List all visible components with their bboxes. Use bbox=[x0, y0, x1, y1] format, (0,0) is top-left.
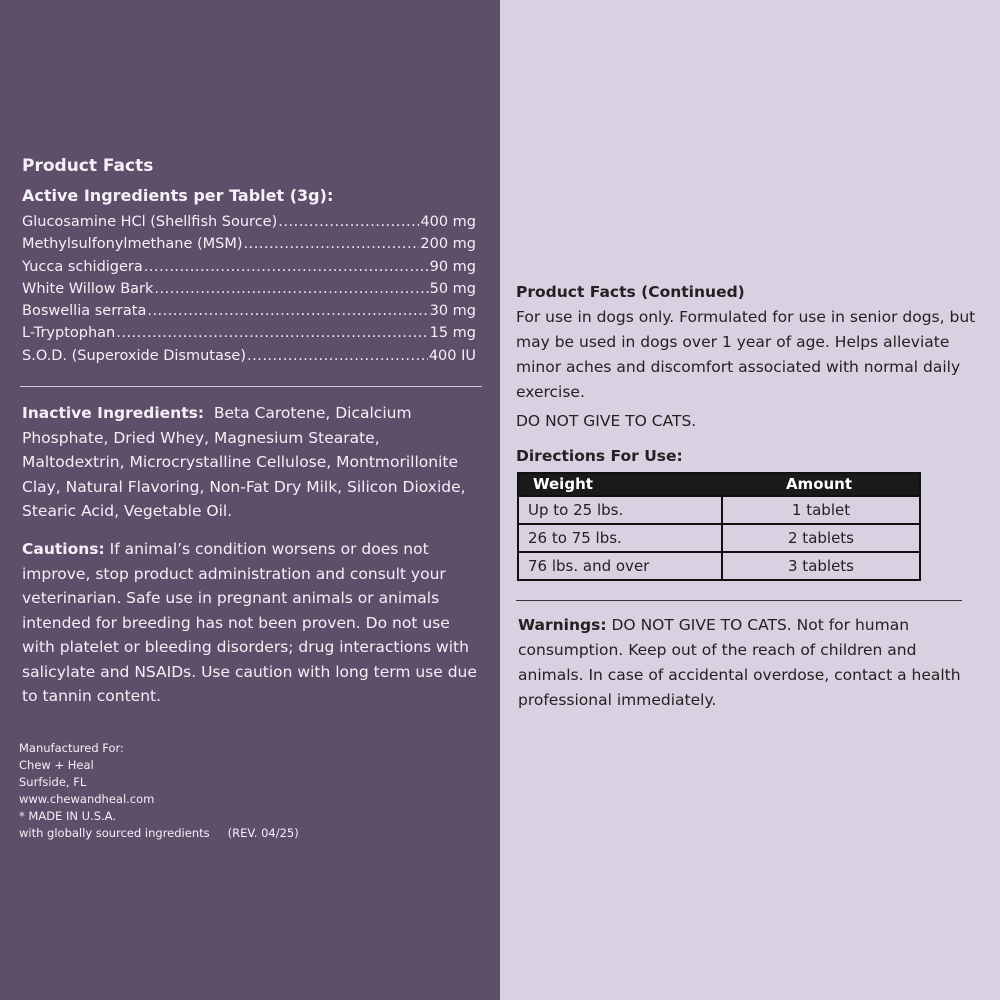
ingredient-name: Boswellia serrata bbox=[22, 303, 147, 320]
weight-cell: 76 lbs. and over bbox=[519, 553, 723, 579]
table-row bbox=[519, 495, 919, 523]
ingredient-row bbox=[22, 214, 476, 236]
dosage-table bbox=[517, 472, 921, 581]
dot-leader bbox=[144, 259, 429, 275]
ingredient-row bbox=[22, 303, 476, 325]
ingredient-amount: 90 mg bbox=[429, 258, 476, 275]
dot-leader bbox=[247, 348, 428, 364]
cautions-text: If animal’s condition worsens or does not improve, stop product administration and consult your veterinarian. Safe use in pregnant animals or animals intended for breeding has not been proven. Do not use with platelet or bleeding disorders; drug interactions with salicylate and NSAIDs. Use caution with long term use due to tannin content. bbox=[22, 540, 477, 705]
warnings-label: Warnings: bbox=[518, 616, 607, 634]
dot-leader bbox=[154, 281, 428, 297]
manufacturer-line bbox=[19, 825, 299, 842]
dot-leader bbox=[244, 236, 420, 252]
revision-label: (REV. 04/25) bbox=[227, 826, 299, 840]
ingredient-name: Yucca schidigera bbox=[22, 258, 143, 275]
manufacturer-line: Surfside, FL bbox=[19, 775, 87, 789]
manufacturer-info bbox=[19, 740, 299, 842]
manufacturer-line: Manufactured For: bbox=[19, 741, 124, 755]
table-row bbox=[519, 523, 919, 551]
dot-leader bbox=[278, 214, 419, 230]
amount-cell: 2 tablets bbox=[788, 529, 854, 547]
ingredient-name: White Willow Bark bbox=[22, 280, 154, 297]
cautions-label: Cautions: bbox=[22, 540, 105, 558]
weight-cell: 26 to 75 lbs. bbox=[519, 525, 723, 551]
sourcing-text: with globally sourced ingredients bbox=[19, 826, 210, 840]
dot-leader bbox=[116, 325, 428, 341]
ingredient-row bbox=[22, 348, 476, 370]
ingredient-amount: 50 mg bbox=[429, 280, 476, 297]
table-row bbox=[519, 551, 919, 579]
right-panel bbox=[500, 0, 1000, 1000]
product-facts-continued-title: Product Facts (Continued) bbox=[516, 283, 745, 301]
table-header bbox=[519, 474, 919, 495]
ingredient-amount: 15 mg bbox=[429, 325, 476, 342]
weight-cell: Up to 25 lbs. bbox=[519, 497, 723, 523]
ingredient-row bbox=[22, 259, 476, 281]
manufacturer-line: Chew + Heal bbox=[19, 758, 94, 772]
ingredient-row bbox=[22, 325, 476, 347]
directions-heading: Directions For Use: bbox=[516, 447, 683, 465]
column-header-weight: Weight bbox=[533, 475, 593, 493]
inactive-ingredients-label: Inactive Ingredients: bbox=[22, 404, 205, 422]
amount-cell: 1 tablet bbox=[791, 501, 851, 519]
ingredient-amount: 200 mg bbox=[420, 236, 476, 253]
cat-warning: DO NOT GIVE TO CATS. bbox=[516, 412, 697, 430]
ingredient-row bbox=[22, 236, 476, 258]
active-ingredients-heading: Active Ingredients per Tablet (3g): bbox=[22, 186, 334, 205]
usage-description: For use in dogs only. Formulated for use in senior dogs, but may be used in dogs over 1 year of age. Helps alleviate minor aches and discomfort associated with normal daily exercise. bbox=[516, 308, 976, 401]
ingredient-name: Glucosamine HCl (Shellfish Source) bbox=[22, 214, 278, 230]
warnings bbox=[518, 613, 968, 713]
ingredient-amount: 400 mg bbox=[420, 214, 476, 230]
divider bbox=[20, 386, 482, 387]
ingredient-row bbox=[22, 281, 476, 303]
dot-leader bbox=[147, 303, 428, 319]
ingredient-amount: 400 IU bbox=[428, 347, 476, 364]
cautions bbox=[22, 537, 484, 709]
inactive-ingredients-text: Beta Carotene, Dicalcium Phosphate, Dried Whey, Magnesium Stearate, Maltodextrin, Microcrystalline Cellulose, Montmorillonite Clay, Natural Flavoring, Non-Fat Dry Milk, Silicon Dioxide, Stearic Acid, Vegetable Oil. bbox=[22, 404, 466, 520]
warnings-text: DO NOT GIVE TO CATS. Not for human consumption. Keep out of the reach of children and animals. In case of accidental overdose, contact a health professional immediately. bbox=[518, 616, 961, 709]
ingredient-name: Methylsulfonylmethane (MSM) bbox=[22, 236, 243, 253]
divider bbox=[516, 600, 962, 601]
product-facts-title: Product Facts bbox=[22, 156, 154, 176]
active-ingredients-list bbox=[22, 214, 476, 370]
amount-cell: 3 tablets bbox=[788, 557, 854, 575]
inactive-ingredients bbox=[22, 401, 484, 524]
ingredient-name: S.O.D. (Superoxide Dismutase) bbox=[22, 347, 246, 364]
website-link: www.chewandheal.com bbox=[19, 792, 155, 806]
column-header-amount: Amount bbox=[785, 475, 853, 493]
manufacturer-line: * MADE IN U.S.A. bbox=[19, 809, 116, 823]
ingredient-name: L-Tryptophan bbox=[22, 325, 116, 342]
ingredient-amount: 30 mg bbox=[429, 303, 476, 320]
